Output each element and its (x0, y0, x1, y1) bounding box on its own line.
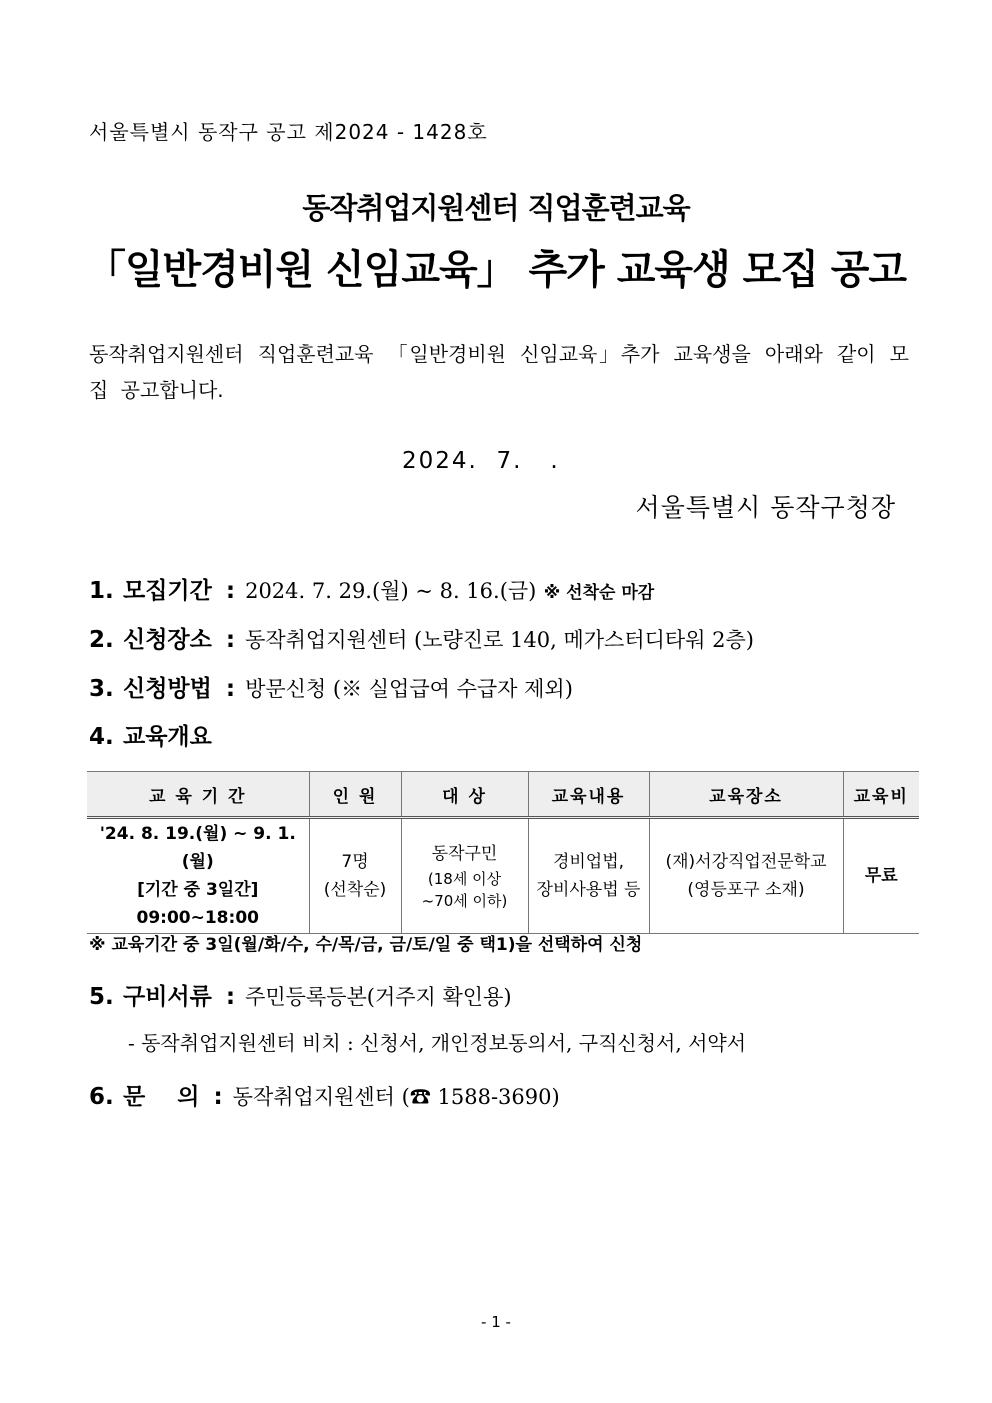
section-overview (89, 718, 212, 751)
cell-period (87, 818, 309, 934)
header-period: 교 육 기 간 (87, 772, 309, 818)
section-heading: 구비서류 (123, 984, 212, 1010)
content-line-1: 경비업법, (552, 852, 625, 872)
section-value: 방문신청 (※ 실업급여 수급자 제외) (245, 677, 573, 701)
signer: 서울특별시 동작구청장 (635, 493, 896, 522)
section-number: 4. (89, 724, 114, 750)
target-age-min: (18세 이상 (427, 870, 502, 888)
title-line-2: 「일반경비원 신임교육」 추가 교육생 모집 공고 (85, 247, 907, 293)
section-recruit-period (89, 572, 654, 605)
section-apply-place (89, 621, 754, 654)
table-row (87, 818, 919, 934)
target-age-max: ~70세 이하) (421, 892, 508, 910)
documents-subitem: - 동작취업지원센터 비치 : 신청서, 개인정보동의서, 구직신청서, 서약서 (128, 1031, 747, 1055)
headcount-value: 7명 (341, 852, 369, 872)
title-line-1: 동작취업지원센터 직업훈련교육 (302, 191, 690, 225)
section-number: 1. (89, 578, 114, 604)
cell-fee: 무료 (843, 818, 919, 934)
cell-content (528, 818, 649, 934)
header-target: 대 상 (401, 772, 528, 818)
section-heading: 교육개요 (123, 724, 212, 750)
header-content: 교육내용 (528, 772, 649, 818)
section-number: 6. (89, 1084, 114, 1110)
header-headcount: 인 원 (309, 772, 401, 818)
section-heading: 문 의 (123, 1084, 200, 1110)
section-number: 5. (89, 984, 114, 1010)
table-header-row (87, 772, 919, 818)
section-colon: : (225, 627, 236, 653)
section-value: 주민등록등본(거주지 확인용) (245, 985, 512, 1009)
content-line-2: 장비사용법 등 (536, 880, 641, 900)
section-value: 2024. 7. 29.(월) ~ 8. 16.(금) (245, 579, 537, 603)
target-value: 동작구민 (431, 844, 498, 864)
section-colon: : (213, 1084, 223, 1110)
section-number: 2. (89, 627, 114, 653)
section-documents (89, 978, 512, 1011)
section-number: 3. (89, 676, 114, 702)
place-name: (재)서강직업전문학교 (665, 852, 827, 872)
education-table (87, 771, 919, 934)
headcount-note: (선착순) (323, 880, 387, 900)
notice-number: 서울특별시 동작구 공고 제2024 - 1428호 (89, 120, 488, 144)
section-colon: : (225, 984, 236, 1010)
period-days: [기간 중 3일간] (137, 880, 259, 900)
table-note: ※ 교육기간 중 3일(월/화/수, 수/목/금, 금/토/일 중 택1)을 선택하여 신청 (89, 935, 643, 955)
section-value: 동작취업지원센터 (☎ 1588-3690) (232, 1085, 560, 1109)
header-fee: 교육비 (843, 772, 919, 818)
section-colon: : (225, 578, 236, 604)
section-apply-method (89, 670, 573, 703)
page-number: - 1 - (481, 1313, 511, 1331)
cell-target (401, 818, 528, 934)
place-location: (영등포구 소재) (687, 880, 805, 900)
section-heading: 신청방법 (123, 676, 212, 702)
period-hours: 09:00~18:00 (136, 908, 259, 928)
period-dates: '24. 8. 19.(월) ~ 9. 1.(월) (99, 824, 296, 872)
section-colon: : (225, 676, 236, 702)
section-value: 동작취업지원센터 (노량진로 140, 메가스터디타워 2층) (245, 628, 755, 652)
cell-headcount (309, 818, 401, 934)
intro-paragraph: 동작취업지원센터 직업훈련교육 「일반경비원 신임교육」추가 교육생을 아래와 같이 모집 공고합니다. (89, 342, 909, 402)
cell-place (649, 818, 843, 934)
header-place: 교육장소 (649, 772, 843, 818)
section-heading: 모집기간 (123, 578, 212, 604)
section-heading: 신청장소 (123, 627, 212, 653)
section-inquiry (89, 1078, 560, 1111)
section-extra: ※ 선착순 마감 (543, 583, 655, 603)
notice-date: 2024. 7. . (402, 448, 560, 474)
